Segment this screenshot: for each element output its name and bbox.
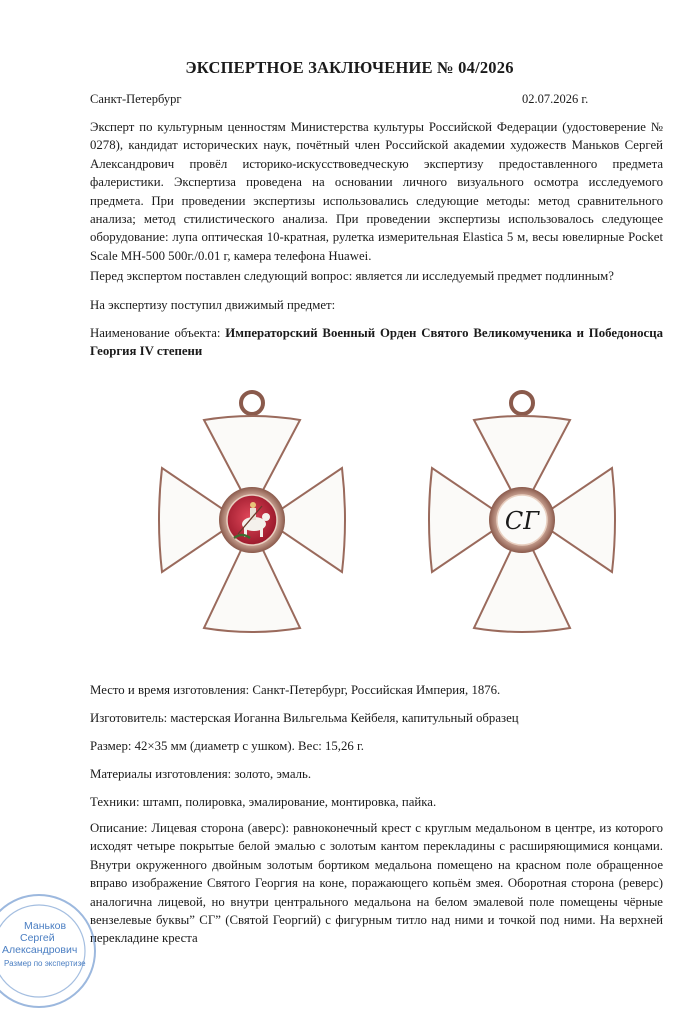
cross-arm-top-obverse — [204, 416, 300, 492]
cross-arm-bottom-obverse — [204, 548, 300, 632]
cross-arm-bottom-reverse — [474, 548, 570, 632]
question-paragraph: Перед экспертом поставлен следующий вопрос: является ли исследуемый предмет подлинным? — [90, 269, 614, 283]
intro-paragraph: Эксперт по культурным ценностям Министерства культуры Российской Федерации (удостоверение № 0278), кандидат исторических наук, почётный член Российской академии художеств Маньков Сергей Александрович провёл историко-искусствоведческую экспертизу предоставленного предмета фалеристики. Экспертиза проведена на основании личного визуального осмотра исследуемого предмета. При проведении экспертизы использовались следующие методы: метод сравнительного анализа; метод стилистического анализа. При проведении экспертизы использовалось следующее оборудование: лупа оптическая 10-кратная, рулетка измерительная Elastica 5 м, весы ювелирные Pocket Scale MH-500 500г./0.01 г, камера телефона Huawei. — [90, 120, 663, 263]
description-paragraph: Описание: Лицевая сторона (аверс): равноконечный крест с круглым медальоном в центре, из которого исходят четыре покрытые белой эмалью с золотым кантом перекладины с расширяющимися концами. Внутри окруженного двойным золотым бортиком медальона помещено на красном поле обращенное вправо изображение Святого Георгия на коне, поражающего копьём змея. Оборотная сторона (реверс) аналогична лицевой, но внутри центрального медальона на белом эмалевой поле помещены чёрные вензелевые буквы” СГ” (Святой Георгий) с фигурным титло над ними и точкой под ними. На верхней перекладине креста — [90, 821, 663, 946]
reverse-monogram: СГ — [504, 507, 540, 535]
stamp-name-line1: Маньков — [24, 920, 67, 932]
cross-arm-left-obverse — [159, 468, 224, 572]
order-reverse — [429, 392, 615, 632]
document-date: 02.07.2026 г. — [522, 92, 589, 106]
cross-arm-left-reverse — [429, 468, 494, 572]
object-name-label: Наименование объекта: — [90, 326, 226, 340]
size-line: Размер: 42×35 мм (диаметр с ушком). Вес: 15,26 г. — [90, 739, 365, 753]
place-time-line: Место и время изготовления: Санкт-Петербург, Российская Империя, 1876. — [90, 683, 501, 697]
materials-line: Материалы изготовления: золото, эмаль. — [90, 767, 312, 781]
document-title: ЭКСПЕРТНОЕ ЗАКЛЮЧЕНИЕ № 04/2026 — [185, 58, 514, 77]
received-paragraph: На экспертизу поступил движимый предмет: — [90, 298, 336, 312]
object-name-paragraph — [90, 324, 663, 361]
cross-arm-right-obverse — [280, 468, 345, 572]
suspension-ring-reverse — [511, 392, 533, 414]
order-photograph — [90, 372, 663, 662]
cross-arm-top-reverse — [474, 416, 570, 492]
cross-arm-right-reverse — [550, 468, 615, 572]
stamp-footer: Размер по экспертизе — [4, 959, 86, 968]
document-city: Санкт-Петербург — [90, 92, 182, 106]
stamp-name-line3: Александрович — [2, 944, 78, 956]
object-name-value: Императорский Военный Орден Святого Великомученика и Победоносца Георгия IV степени — [90, 326, 663, 359]
suspension-ring-obverse — [241, 392, 263, 414]
techniques-line: Техники: штамп, полировка, эмалирование, монтировка, пайка. — [90, 795, 437, 809]
order-obverse — [159, 392, 345, 632]
stamp-name-line2: Сергей — [20, 932, 55, 944]
maker-line: Изготовитель: мастерская Иоганна Вильгельма Кейбеля, капитульный образец — [90, 711, 519, 725]
